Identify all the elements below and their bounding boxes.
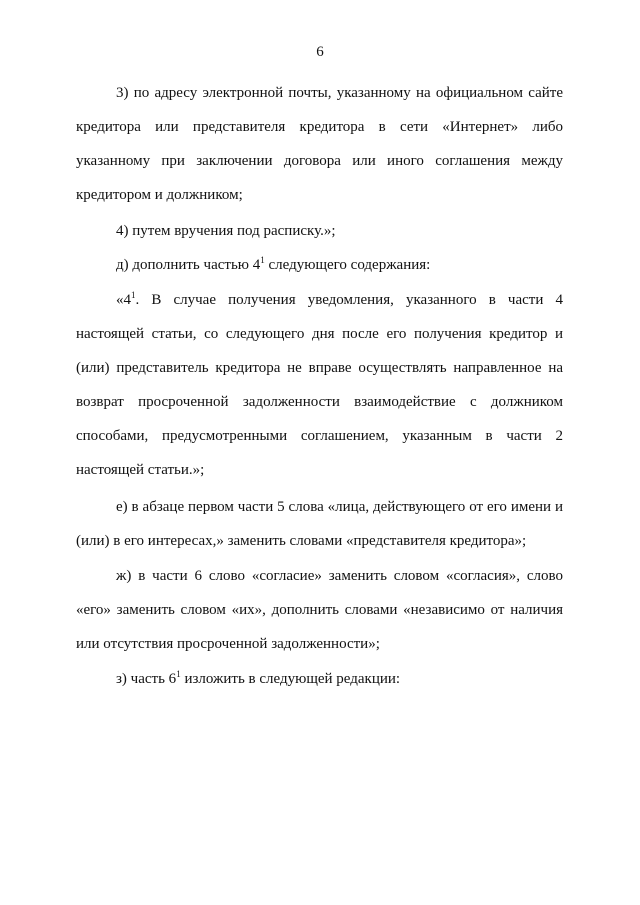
text-fragment: з) часть 6 [116, 671, 177, 687]
page-number: 6 [316, 44, 324, 60]
paragraph-part-4-1 [76, 283, 563, 487]
text-line: способами, предусмотренными соглашением, указанным в части 2 [76, 428, 563, 444]
paragraph-e [76, 490, 563, 558]
text-line: указанному при заключении договора или иного соглашения между [76, 153, 563, 169]
paragraph-item-4 [76, 214, 563, 248]
text-fragment: . В случае получения уведомления, указанного в части 4 [135, 292, 563, 308]
text-line: кредитора или представителя кредитора в сети «Интернет» либо [76, 119, 563, 135]
text-line: «его» заменить словом «их», дополнить словами «независимо от наличия [76, 602, 563, 618]
text-fragment: изложить в следующей редакции: [180, 671, 401, 687]
text-line: настоящей статьи.»; [76, 462, 205, 478]
text-fragment: следующего содержания: [264, 257, 431, 273]
paragraph-zh [76, 559, 563, 661]
paragraph-z [76, 662, 563, 696]
text-line: ж) в части 6 слово «согласие» заменить словом «согласия», слово [116, 568, 563, 584]
text-line: (или) представитель кредитора не вправе осуществлять направленное на [76, 360, 563, 376]
paragraph-d [76, 248, 563, 282]
text-line: кредитором и должником; [76, 187, 243, 203]
superscript: 1 [176, 669, 181, 679]
text-line: 4) путем вручения под расписку.»; [116, 223, 336, 239]
text-line [76, 283, 563, 317]
text-line: (или) в его интересах,» заменить словами «представителя кредитора»; [76, 533, 527, 549]
superscript: 1 [131, 290, 136, 300]
text-line: 3) по адресу электронной почты, указанному на официальном сайте [116, 85, 563, 101]
text-line: или отсутствия просроченной задолженности»; [76, 636, 380, 652]
superscript: 1 [260, 255, 265, 265]
text-fragment: «4 [116, 292, 131, 308]
paragraph-item-3 [76, 76, 563, 212]
text-line: е) в абзаце первом части 5 слова «лица, действующего от его имени и [116, 499, 563, 515]
text-fragment: д) дополнить частью 4 [116, 257, 261, 273]
text-line: настоящей статьи, со следующего дня после его получения кредитор и [76, 326, 563, 342]
text-line: возврат просроченной задолженности взаимодействие с должником [76, 394, 563, 410]
